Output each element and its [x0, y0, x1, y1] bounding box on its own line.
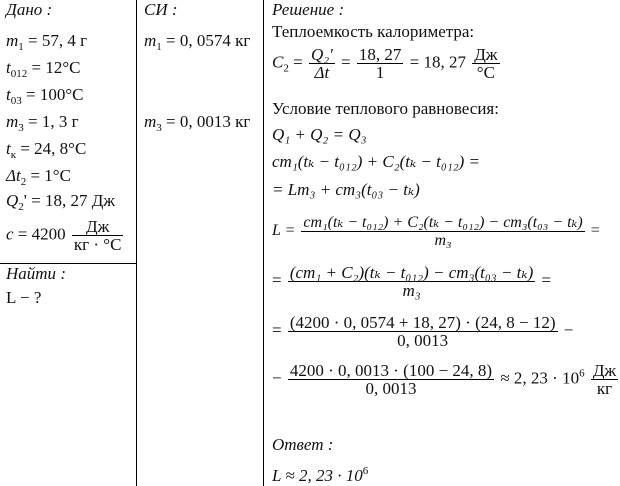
given-m3: $m_3 = 1$, 3 г: [6, 112, 79, 134]
find-target: L − ?: [6, 288, 42, 307]
equation-7: − $\frac{4200 \cdot 0, 0013 \cdot (100 - 24, 8)}{0, 0013}$ ≈ 2, $23 \cdot 10^6$ $\frac{Дж}{кг}$: [272, 361, 617, 398]
equation-5: = $\frac{\text{(cm₁ + C₂)(tₖ − t₀₁₂) − cm₃(t₀₃ − tₖ)}}{\text{m₃}}$ =: [272, 263, 552, 300]
given-m1: $m_1 = 57$, 4 г: [6, 31, 88, 53]
answer-header: Ответ :: [272, 435, 334, 454]
unit-fraction: $\frac{Дж}{кг \cdot ^\circ C}$: [73, 217, 122, 254]
equation-2: cm₁(tₖ − t₀₁₂) + C₂(tₖ − t₀₁₂) =: [272, 152, 481, 171]
given-t012: $t_{012} = 12^\circ C$: [6, 58, 81, 80]
given-header: Дано :: [6, 0, 53, 19]
given-c: c = 4200 $\frac{Дж}{кг \cdot ^\circ C}$: [6, 217, 122, 254]
equation-1: Q₁ + Q₂ = Q₃: [272, 125, 367, 144]
heat-capacity-label: Теплоемкость калориметра:: [272, 22, 475, 41]
given-dt2: $\Delta t_2 = 1^\circ C$: [6, 166, 71, 188]
divider-si-solution: [263, 0, 264, 486]
given-q2: $Q_2' = 18$, 27 Дж: [6, 191, 116, 213]
equation-L: L = $\frac{\text{cm₁(tₖ − t₀₁₂) + C₂(tₖ − t₀₁₂) − cm₃(t₀₃ − tₖ)}}{\text{m₃}}$ =: [272, 214, 600, 249]
si-m3: $m_3 = 0$, 0013 кг: [144, 112, 251, 134]
equation-3: = Lm₃ + cm₃(t₀₃ − tₖ): [272, 180, 420, 199]
solution-header: Решение :: [272, 0, 345, 19]
answer-value: L ≈ 2, $23 \cdot 10^6$: [272, 465, 369, 485]
si-m1: $m_1 = 0$, 0574 кг: [144, 31, 251, 53]
c2-formula: $C_2$ = $\frac{\text{Q₂'}}{\Delta t}$ = $\frac{18, 27}{1}$ = 18, 27 $\frac{Дж}{^\circ C}$: [272, 45, 498, 82]
find-header: Найти :: [6, 264, 66, 283]
equilibrium-label: Условие теплового равновесия:: [272, 99, 499, 118]
given-tk: $t_к = 24$, 8°C: [6, 139, 87, 161]
si-header: СИ :: [144, 0, 178, 19]
divider-given-si: [136, 0, 137, 486]
equation-6: = $\frac{(4200 \cdot 0, 0574 + 18, 27) \cdot (24, 8 - 12)}{0, 0013}$ −: [272, 313, 574, 350]
given-t03: $t_{03} = 100^\circ C$: [6, 85, 84, 107]
